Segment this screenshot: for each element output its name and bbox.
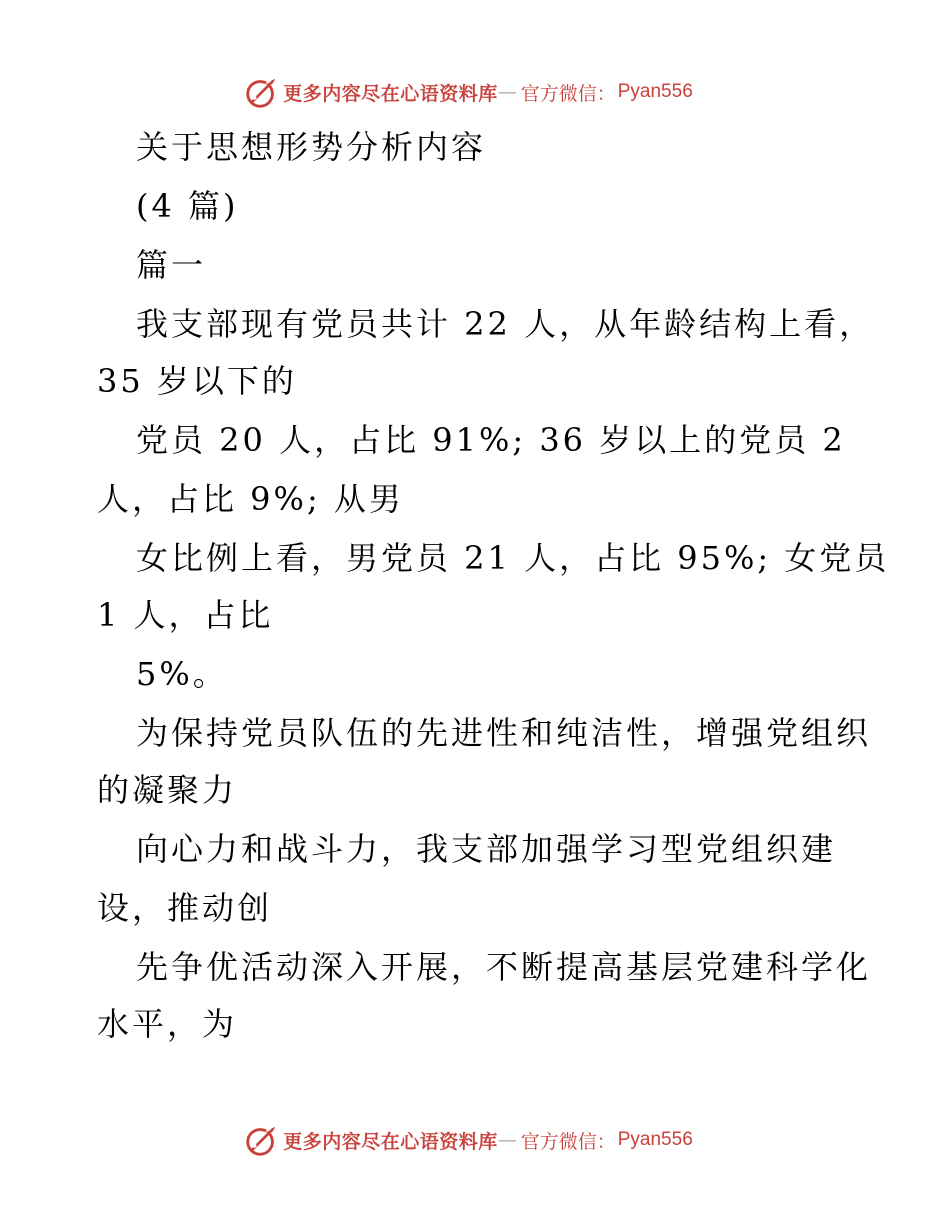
document-subtitle: (4 篇) (136, 187, 239, 225)
banner-dash: — (497, 81, 517, 103)
banner-wechat-id: Pyan556 (617, 1129, 693, 1150)
paragraph-line: 女比例上看，男党员 21 人，占比 95%; 女党员 (136, 539, 890, 577)
paragraph-line: 为保持党员队伍的先进性和纯洁性，增强党组织 (136, 714, 872, 752)
paragraph-line: 先争优活动深入开展，不断提高基层党建科学化 (136, 948, 872, 986)
banner-wechat-id: Pyan556 (617, 81, 693, 102)
banner-main-text: 更多内容尽在心语资料库 (283, 1130, 498, 1153)
footer-banner (0, 1120, 950, 1160)
banner-sub-text: 官方微信： (520, 1130, 616, 1153)
paragraph-line: 设，推动创 (97, 889, 273, 927)
quill-pen-logo-icon (243, 73, 281, 111)
section-heading: 篇一 (136, 246, 207, 284)
header-banner (0, 72, 950, 112)
document-title: 关于思想形势分析内容 (136, 128, 487, 166)
banner-main-text: 更多内容尽在心语资料库 (283, 82, 498, 105)
banner-dash: — (497, 1129, 517, 1151)
footer-banner-content (243, 1120, 693, 1160)
paragraph-line: 5%。 (136, 655, 228, 693)
paragraph-line: 人，占比 9%; 从男 (97, 480, 404, 518)
paragraph-line: 向心力和战斗力，我支部加强学习型党组织建 (136, 830, 837, 868)
paragraph-line: 我支部现有党员共计 22 人，从年龄结构上看， (136, 305, 875, 343)
paragraph-line: 党员 20 人，占比 91%; 36 岁以上的党员 2 (136, 421, 846, 459)
paragraph-line: 35 岁以下的 (97, 362, 297, 400)
paragraph-line: 1 人，占比 (97, 596, 274, 634)
banner-sub-text: 官方微信： (520, 82, 616, 105)
quill-pen-logo-icon (243, 1121, 281, 1159)
header-banner-content (243, 72, 693, 112)
paragraph-line: 水平，为 (97, 1005, 238, 1043)
paragraph-line: 的凝聚力 (97, 771, 238, 809)
